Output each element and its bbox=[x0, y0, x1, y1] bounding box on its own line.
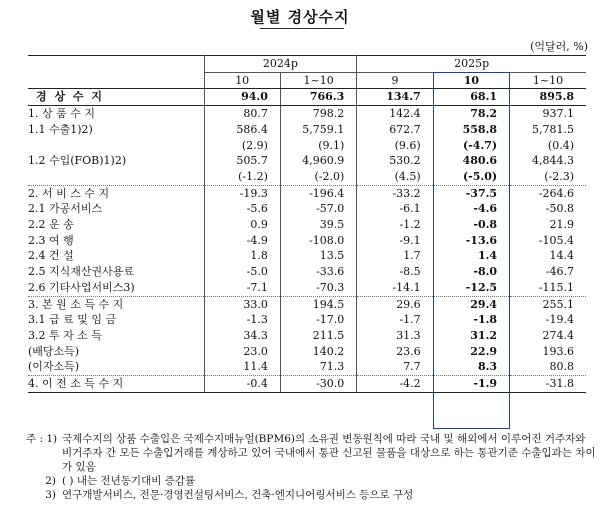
cell: -5.6 bbox=[204, 201, 280, 217]
cell: 29.6 bbox=[357, 296, 433, 312]
cell: (4.5) bbox=[357, 169, 433, 185]
cell: -70.3 bbox=[280, 280, 356, 296]
row-label: (배당소득) bbox=[28, 344, 204, 360]
cell: 4,960.9 bbox=[280, 153, 356, 169]
cell: -7.1 bbox=[204, 280, 280, 296]
cell: 21.9 bbox=[549, 218, 574, 232]
cell: (-4.7) bbox=[433, 138, 509, 154]
row-label: 2. 서 비 스 수 지 bbox=[28, 185, 204, 201]
cell: 586.4 bbox=[204, 122, 280, 138]
footnote bbox=[26, 474, 596, 488]
row-label: 3. 본 원 소 득 수 지 bbox=[28, 296, 204, 312]
cell: -13.6 bbox=[433, 233, 509, 249]
table-row bbox=[28, 233, 586, 249]
row-label: 2.1 가공서비스 bbox=[28, 201, 204, 217]
header-col: 1~10 bbox=[280, 72, 356, 89]
cell: 1.8 bbox=[204, 248, 280, 264]
row-label bbox=[28, 169, 204, 185]
table-row bbox=[28, 153, 586, 169]
title-underline bbox=[260, 28, 344, 29]
table-row bbox=[28, 248, 586, 264]
cell: (-5.0) bbox=[433, 169, 509, 185]
cell: -1.9 bbox=[433, 376, 509, 393]
cell: 274.4 bbox=[542, 328, 574, 342]
footnote-number: 주 : 1) bbox=[26, 433, 58, 445]
row-label: 3.1 급 료 및 임 금 bbox=[28, 312, 204, 328]
cell: 937.1 bbox=[542, 107, 574, 121]
header-col: 1~10 bbox=[510, 72, 586, 89]
cell: 7.7 bbox=[357, 359, 433, 375]
row-label: 2.2 운 송 bbox=[28, 217, 204, 233]
cell: 255.1 bbox=[542, 297, 574, 311]
row-label bbox=[28, 138, 204, 154]
cell: -30.0 bbox=[280, 376, 356, 393]
cell: 71.3 bbox=[280, 359, 356, 375]
cell: -6.1 bbox=[357, 201, 433, 217]
footnote-number: 3) bbox=[45, 489, 56, 501]
cell: -4.2 bbox=[357, 376, 433, 393]
cell: -196.4 bbox=[280, 185, 356, 201]
cell: 4,844.3 bbox=[532, 154, 574, 168]
cell: 895.8 bbox=[510, 89, 586, 106]
cell: -46.7 bbox=[545, 265, 574, 279]
table-row bbox=[28, 359, 586, 375]
cell: 798.2 bbox=[280, 106, 356, 122]
table-row bbox=[28, 201, 586, 217]
cell: 1.7 bbox=[357, 248, 433, 264]
cell: 766.3 bbox=[280, 89, 356, 106]
footnote-text: ( ) 내는 전년동기대비 증감률 bbox=[62, 475, 196, 487]
row-label: 1.1 수출1)2) bbox=[28, 122, 204, 138]
cell: 1.4 bbox=[433, 248, 509, 264]
cell: -4.9 bbox=[204, 233, 280, 249]
cell: 8.3 bbox=[433, 359, 509, 375]
footnotes bbox=[26, 432, 596, 502]
cell: 23.6 bbox=[357, 344, 433, 360]
table-row bbox=[28, 217, 586, 233]
table-row bbox=[28, 122, 586, 138]
cell: 134.7 bbox=[357, 89, 433, 106]
row-label: 2.6 기타사업서비스3) bbox=[28, 280, 204, 296]
cell: -33.2 bbox=[357, 185, 433, 201]
table-row bbox=[28, 296, 586, 312]
header-col: 10 bbox=[433, 72, 509, 89]
cell: 194.5 bbox=[280, 296, 356, 312]
cell: 672.7 bbox=[357, 122, 433, 138]
cell: -1.7 bbox=[357, 312, 433, 328]
header-year-2025: 2025p bbox=[357, 56, 586, 73]
cell: 11.4 bbox=[204, 359, 280, 375]
cell: 23.0 bbox=[204, 344, 280, 360]
row-label: 1. 상 품 수 지 bbox=[28, 106, 204, 122]
table-row bbox=[28, 328, 586, 344]
cell: -115.1 bbox=[510, 280, 586, 296]
table-row bbox=[28, 169, 586, 185]
cell: 34.3 bbox=[204, 328, 280, 344]
cell: 193.6 bbox=[542, 344, 574, 358]
cell: -14.1 bbox=[357, 280, 433, 296]
header-col: 9 bbox=[357, 72, 433, 89]
cell: 22.9 bbox=[433, 344, 509, 360]
cell: 94.0 bbox=[204, 89, 280, 106]
table-row bbox=[28, 344, 586, 360]
cell: -1.3 bbox=[204, 312, 280, 328]
cell: 505.7 bbox=[204, 153, 280, 169]
unit-label: (억달러, %) bbox=[530, 40, 588, 53]
cell: -17.0 bbox=[280, 312, 356, 328]
cell: 78.2 bbox=[433, 106, 509, 122]
cell: 0.9 bbox=[204, 217, 280, 233]
table-row bbox=[28, 138, 586, 154]
cell: -108.0 bbox=[280, 233, 356, 249]
cell: -33.6 bbox=[280, 264, 356, 280]
header-row-years bbox=[28, 56, 586, 73]
cell: -8.0 bbox=[433, 264, 509, 280]
cell: (9.6) bbox=[357, 138, 433, 154]
row-label: 2.3 여 행 bbox=[28, 233, 204, 249]
row-label: 경 상 수 지 bbox=[28, 89, 204, 106]
header-year-2024: 2024p bbox=[204, 56, 357, 73]
cell: 530.2 bbox=[357, 153, 433, 169]
footnote-text: 국제수지의 상품 수출입은 국제수지매뉴얼(BPM6)의 소유권 변동원칙에 따라 국내 및 해외에서 이루어진 거주자와 비거주자 간 모든 수출입거래를 계상하고 있어 국내에서 통관 신고된 물품을 대상으로 하는 통관기준 수출입과는 차이가 있음 bbox=[62, 433, 596, 473]
cell: (-2.0) bbox=[280, 169, 356, 185]
cell: -50.8 bbox=[545, 202, 574, 216]
table-row bbox=[28, 376, 586, 393]
cell: -5.0 bbox=[204, 264, 280, 280]
header-row-periods bbox=[28, 72, 586, 89]
cell: -0.8 bbox=[433, 217, 509, 233]
cell: 140.2 bbox=[280, 344, 356, 360]
row-label: (이자소득) bbox=[28, 359, 204, 375]
cell: (-1.2) bbox=[204, 169, 280, 185]
cell: -264.6 bbox=[538, 186, 574, 200]
cell: 480.6 bbox=[433, 153, 509, 169]
cell: 29.4 bbox=[433, 296, 509, 312]
cell: 31.3 bbox=[357, 328, 433, 344]
cell: -19.3 bbox=[204, 185, 280, 201]
cell: 142.4 bbox=[357, 106, 433, 122]
cell: 558.8 bbox=[433, 122, 509, 138]
cell: 80.8 bbox=[510, 359, 586, 375]
cell: -57.0 bbox=[280, 201, 356, 217]
footnote-text: 연구개발서비스, 전문·경영컨설팅서비스, 건축·엔지니어링서비스 등으로 구성 bbox=[62, 489, 414, 501]
cell: 80.7 bbox=[204, 106, 280, 122]
footnote bbox=[26, 432, 596, 474]
cell: -1.2 bbox=[357, 217, 433, 233]
row-label: 2.5 지식재산권사용료 bbox=[28, 264, 204, 280]
cell: -1.8 bbox=[433, 312, 509, 328]
table-row bbox=[28, 280, 586, 296]
row-label: 3.2 투 자 소 득 bbox=[28, 328, 204, 344]
cell: -19.4 bbox=[545, 313, 574, 327]
cell: -37.5 bbox=[433, 185, 509, 201]
table-row bbox=[28, 185, 586, 201]
cell: 31.2 bbox=[433, 328, 509, 344]
header-col: 10 bbox=[204, 72, 280, 89]
footnote bbox=[26, 488, 596, 502]
table-row bbox=[28, 89, 586, 106]
cell: -12.5 bbox=[433, 280, 509, 296]
row-label: 2.4 건 설 bbox=[28, 248, 204, 264]
row-label: 4. 이 전 소 득 수 지 bbox=[28, 376, 204, 393]
cell: 211.5 bbox=[280, 328, 356, 344]
cell: 33.0 bbox=[204, 296, 280, 312]
cell: (9.1) bbox=[280, 138, 356, 154]
cell: -105.4 bbox=[538, 233, 574, 247]
cell: 39.5 bbox=[280, 217, 356, 233]
cell: (2.9) bbox=[204, 138, 280, 154]
cell: 14.4 bbox=[549, 249, 574, 263]
cell: -4.6 bbox=[433, 201, 509, 217]
cell: 68.1 bbox=[433, 89, 509, 106]
current-account-table bbox=[28, 55, 586, 393]
cell: -9.1 bbox=[357, 233, 433, 249]
table-row bbox=[28, 264, 586, 280]
table-title: 월별 경상수지 bbox=[250, 8, 350, 26]
footnote-number: 2) bbox=[45, 475, 56, 487]
cell: -31.8 bbox=[510, 376, 586, 393]
cell: 13.5 bbox=[280, 248, 356, 264]
table-row bbox=[28, 106, 586, 122]
cell: 5,781.5 bbox=[532, 122, 574, 136]
cell: (0.4) bbox=[547, 138, 574, 152]
table-row bbox=[28, 312, 586, 328]
row-label: 1.2 수입(FOB)1)2) bbox=[28, 153, 204, 169]
cell: 5,759.1 bbox=[280, 122, 356, 138]
cell: (-2.3) bbox=[510, 169, 586, 185]
cell: -0.4 bbox=[204, 376, 280, 393]
cell: -8.5 bbox=[357, 264, 433, 280]
